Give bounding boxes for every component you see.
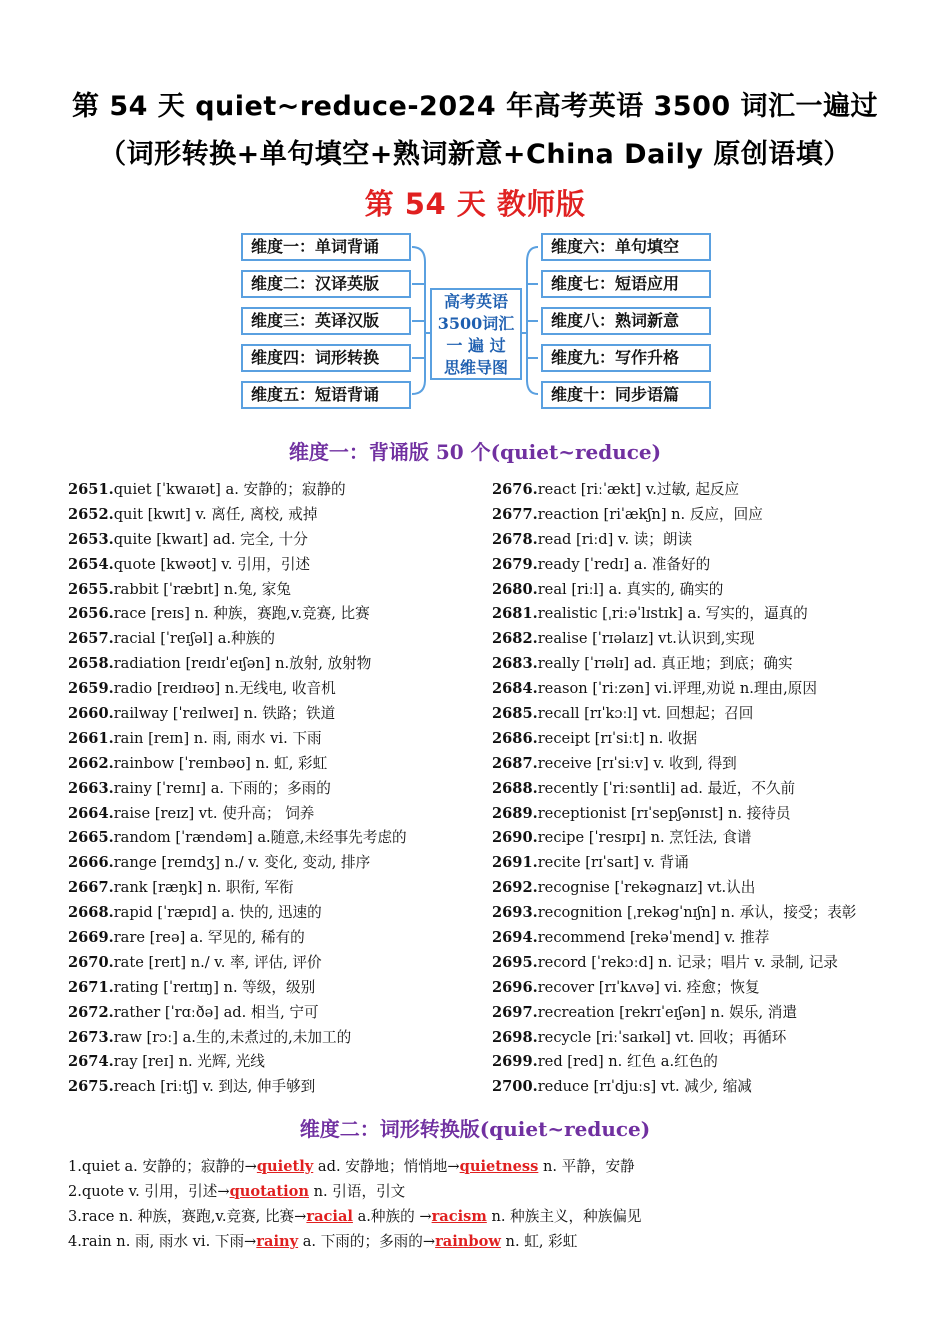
- mindmap-center-line: 3500词汇: [437, 314, 515, 333]
- entry-text: radio [reɪdɪəʊ] n.无线电, 收音机: [113, 680, 336, 698]
- form-text: 4.rain n. 雨, 雨水 vi. 下雨→: [68, 1233, 257, 1250]
- vocab-entry: [492, 727, 856, 752]
- entry-text: railway [ˈreɪlweɪ] n. 铁路；铁道: [113, 705, 336, 723]
- vocab-entry: [492, 802, 856, 827]
- entry-text: ray [reɪ] n. 光辉, 光线: [113, 1053, 265, 1071]
- entry-text: raise [reɪz] vt. 使升高； 饲养: [113, 804, 315, 822]
- entry-number: 2663.: [68, 779, 114, 797]
- vocab-entry: [492, 578, 856, 603]
- entry-text: rating [ˈreɪtɪŋ] n. 等级，级别: [113, 978, 316, 996]
- entry-text: racial [ˈreɪʃəl] a.种族的: [113, 630, 275, 648]
- entry-text: rare [reə] a. 罕见的, 稀有的: [113, 929, 305, 947]
- entry-number: 2655.: [68, 580, 114, 598]
- mindmap-center-line: 高考英语: [443, 292, 508, 311]
- vocab-entry: [492, 1026, 856, 1051]
- vocab-entry: [492, 777, 856, 802]
- entry-text: recall [rɪˈkɔːl] vt. 回想起；召回: [537, 705, 754, 723]
- entry-text: reach [riːtʃ] v. 到达, 伸手够到: [113, 1078, 316, 1096]
- vocab-entry: [492, 926, 856, 951]
- form-text: n. 虹, 彩虹: [500, 1233, 578, 1250]
- entry-number: 2670.: [68, 953, 114, 971]
- vocab-entry: [492, 553, 856, 578]
- mindmap-node-1: 维度一：单词背诵: [241, 233, 411, 261]
- entry-number: 2693.: [492, 904, 538, 922]
- entry-number: 2685.: [492, 705, 538, 723]
- entry-number: 2684.: [492, 680, 538, 698]
- form-text: n. 引语，引文: [308, 1183, 406, 1200]
- entry-text: radiation [reɪdɪˈeɪʃən] n.放射, 放射物: [113, 655, 372, 673]
- vocab-entry: [68, 876, 407, 901]
- vocab-entry: [68, 478, 407, 503]
- entry-number: 2683.: [492, 655, 538, 673]
- vocab-entry: [68, 602, 407, 627]
- form-answer: quietness: [459, 1158, 539, 1175]
- mindmap-center: [430, 288, 522, 380]
- vocab-entry: [68, 578, 407, 603]
- entry-text: recently [ˈriːsəntli] ad. 最近，不久前: [537, 779, 796, 797]
- entry-text: rainy [ˈreɪnɪ] a. 下雨的；多雨的: [113, 779, 331, 797]
- form-answer: racism: [431, 1208, 487, 1225]
- entry-number: 2681.: [492, 605, 538, 623]
- entry-text: recognition [ˌrekəgˈnɪʃn] n. 承认，接受；表彰: [537, 904, 857, 922]
- entry-number: 2698.: [492, 1028, 538, 1046]
- form-answer: quietly: [256, 1158, 314, 1175]
- vocab-entry: [68, 1050, 407, 1075]
- entry-text: quote [kwəʊt] v. 引用，引述: [113, 555, 311, 573]
- entry-number: 2654.: [68, 555, 114, 573]
- mindmap-center-line: 思维导图: [443, 358, 508, 377]
- entry-number: 2686.: [492, 729, 538, 747]
- entry-number: 2672.: [68, 1003, 114, 1021]
- entry-text: rabbit [ˈræbɪt] n.兔, 家兔: [113, 580, 291, 598]
- vocab-entry: [492, 602, 856, 627]
- vocab-entry: [492, 1001, 856, 1026]
- entry-number: 2653.: [68, 530, 114, 548]
- entry-text: recite [rɪˈsaɪt] v. 背诵: [537, 854, 689, 872]
- entry-text: quiet [ˈkwaɪət] a. 安静的；寂静的: [113, 481, 346, 498]
- entry-number: 2689.: [492, 804, 538, 822]
- entry-text: recreation [rekrɪˈeɪʃən] n. 娱乐, 消遣: [537, 1003, 797, 1021]
- vocab-entry: [68, 702, 407, 727]
- entry-text: raw [rɔː] a.生的,未煮过的,未加工的: [113, 1028, 352, 1046]
- vocab-entry: [68, 1026, 407, 1051]
- entry-text: range [reɪndʒ] n./ v. 变化, 变动, 排序: [113, 854, 371, 872]
- entry-text: ready [ˈredɪ] a. 准备好的: [537, 555, 711, 573]
- entry-number: 2673.: [68, 1028, 114, 1046]
- entry-text: react [riːˈækt] v.过敏, 起反应: [537, 481, 740, 498]
- entry-text: realise [ˈrɪəlaɪz] vt.认识到,实现: [537, 630, 755, 648]
- vocab-column-left: [68, 478, 407, 1100]
- entry-number: 2687.: [492, 754, 538, 772]
- entry-number: 2700.: [492, 1078, 538, 1096]
- entry-text: recycle [riːˈsaɪkəl] vt. 回收；再循环: [537, 1028, 787, 1046]
- entry-number: 2696.: [492, 978, 538, 996]
- entry-number: 2692.: [492, 879, 538, 897]
- entry-number: 2668.: [68, 904, 114, 922]
- vocab-entry: [492, 1075, 856, 1100]
- entry-text: reduce [rɪˈdjuːs] vt. 减少, 缩减: [537, 1078, 752, 1096]
- mindmap-center-line: 一 遍 过: [446, 336, 506, 355]
- entry-text: reaction [riˈækʃn] n. 反应，回应: [537, 505, 763, 523]
- form-text: ad. 安静地；悄悄地→: [313, 1158, 460, 1175]
- mindmap-node-5: 维度五：短语背诵: [241, 381, 411, 409]
- vocab-entry: [492, 826, 856, 851]
- vocab-entry: [492, 752, 856, 777]
- mindmap-node-8: 维度八：熟词新意: [541, 307, 711, 335]
- entry-number: 2660.: [68, 705, 114, 723]
- form-text: a. 下雨的；多雨的→: [298, 1233, 436, 1250]
- entry-number: 2657.: [68, 630, 114, 648]
- section-heading-word-forms: 维度二：词形转换版(quiet~reduce): [299, 1117, 651, 1141]
- edition-label: 第 54 天 教师版: [364, 187, 586, 221]
- vocab-column-right: [492, 478, 856, 1100]
- mindmap-node-10: 维度十：同步语篇: [541, 381, 711, 409]
- entry-number: 2661.: [68, 729, 114, 747]
- entry-text: receive [rɪˈsiːv] v. 收到, 得到: [537, 754, 737, 772]
- entry-number: 2678.: [492, 530, 538, 548]
- vocab-entry: [68, 528, 407, 553]
- entry-text: recipe [ˈresɪpɪ] n. 烹饪法, 食谱: [537, 829, 752, 847]
- entry-number: 2688.: [492, 779, 538, 797]
- vocab-entry: [68, 851, 407, 876]
- entry-text: read [riːd] v. 读；朗读: [537, 530, 693, 548]
- page-title: 第 54 天 quiet~reduce-2024 年高考英语 3500 词汇一遍过: [71, 91, 879, 122]
- mindmap-node-2: 维度二：汉译英版: [241, 270, 411, 298]
- mindmap-node-7: 维度七：短语应用: [541, 270, 711, 298]
- entry-number: 2666.: [68, 854, 114, 872]
- vocab-entry: [68, 752, 407, 777]
- vocab-entry: [68, 652, 407, 677]
- vocab-entry: [492, 1050, 856, 1075]
- page-subtitle: （词形转换+单句填空+熟词新意+China Daily 原创语填）: [99, 139, 851, 170]
- entry-number: 2665.: [68, 829, 114, 847]
- entry-number: 2699.: [492, 1053, 538, 1071]
- form-text: 2.quote v. 引用，引述→: [68, 1183, 230, 1200]
- vocab-entry: [68, 553, 407, 578]
- entry-text: rate [reɪt] n./ v. 率, 评估, 评价: [113, 953, 322, 971]
- entry-number: 2671.: [68, 978, 114, 996]
- vocab-entry: [492, 627, 856, 652]
- vocab-entry: [492, 851, 856, 876]
- vocab-entry: [492, 503, 856, 528]
- entry-number: 2667.: [68, 879, 114, 897]
- form-text: n. 平静，安静: [538, 1158, 635, 1175]
- vocab-entry: [68, 976, 407, 1001]
- entry-number: 2664.: [68, 804, 114, 822]
- vocab-entry: [492, 951, 856, 976]
- entry-text: record [ˈrekɔːd] n. 记录；唱片 v. 录制, 记录: [537, 953, 838, 971]
- form-answer: quotation: [229, 1183, 309, 1200]
- form-answer: racial: [306, 1208, 353, 1225]
- entry-number: 2677.: [492, 505, 538, 523]
- entry-number: 2675.: [68, 1078, 114, 1096]
- vocab-entry: [492, 976, 856, 1001]
- form-text: n. 种族主义，种族偏见: [486, 1208, 642, 1225]
- section-heading-recite: 维度一：背诵版 50 个(quiet~reduce): [288, 440, 662, 464]
- entry-number: 2682.: [492, 630, 538, 648]
- entry-text: recognise [ˈrekəgnaɪz] vt.认出: [537, 879, 756, 897]
- mindmap-node-3: 维度三：英译汉版: [241, 307, 411, 335]
- entry-text: rank [ræŋk] n. 职衔, 军衔: [113, 879, 294, 897]
- form-answer: rainy: [256, 1233, 299, 1250]
- mindmap-node-9: 维度九：写作升格: [541, 344, 711, 372]
- vocab-entry: [492, 677, 856, 702]
- entry-text: red [red] n. 红色 a.红色的: [537, 1053, 718, 1071]
- entry-number: 2697.: [492, 1003, 538, 1021]
- form-text: 1.quiet a. 安静的；寂静的→: [68, 1158, 257, 1175]
- entry-text: quit [kwɪt] v. 离任, 离校, 戒掉: [113, 505, 318, 523]
- entry-number: 2669.: [68, 929, 114, 947]
- vocab-entry: [68, 1075, 407, 1100]
- entry-text: receptionist [rɪˈsepʃənɪst] n. 接待员: [537, 804, 791, 822]
- entry-text: quite [kwaɪt] ad. 完全, 十分: [113, 530, 308, 548]
- mindmap-node-6: 维度六：单句填空: [541, 233, 711, 261]
- entry-text: rainbow [ˈreɪnbəʊ] n. 虹, 彩虹: [113, 754, 328, 772]
- entry-number: 2674.: [68, 1053, 114, 1071]
- vocab-entry: [68, 1001, 407, 1026]
- vocab-entry: [68, 727, 407, 752]
- entry-text: rather [ˈrɑːðə] ad. 相当, 宁可: [113, 1003, 319, 1021]
- entry-text: really [ˈrɪəlɪ] ad. 真正地；到底；确实: [537, 655, 793, 673]
- entry-number: 2652.: [68, 505, 114, 523]
- entry-number: 2691.: [492, 854, 538, 872]
- vocab-entry: [68, 926, 407, 951]
- entry-number: 2694.: [492, 929, 538, 947]
- vocab-entry: [68, 627, 407, 652]
- entry-text: rapid [ˈræpɪd] a. 快的, 迅速的: [113, 904, 322, 922]
- vocab-entry: [492, 876, 856, 901]
- entry-number: 2656.: [68, 605, 114, 623]
- vocab-entry: [68, 951, 407, 976]
- entry-text: receipt [rɪˈsiːt] n. 收据: [537, 729, 698, 747]
- vocab-entry: [492, 702, 856, 727]
- form-text: 3.race n. 种族，赛跑,v.竞赛, 比赛→: [68, 1208, 307, 1225]
- vocab-entry: [68, 503, 407, 528]
- vocab-entry: [68, 802, 407, 827]
- form-text: a.种族的 →: [352, 1208, 432, 1225]
- vocab-entry: [492, 652, 856, 677]
- entry-text: random [ˈrændəm] a.随意,未经事先考虑的: [113, 829, 407, 847]
- vocab-entry: [68, 777, 407, 802]
- entry-number: 2658.: [68, 655, 114, 673]
- word-form-row: [68, 1179, 642, 1204]
- entry-number: 2690.: [492, 829, 538, 847]
- entry-number: 2679.: [492, 555, 538, 573]
- entry-number: 2680.: [492, 580, 538, 598]
- entry-text: race [reɪs] n. 种族，赛跑,v.竞赛, 比赛: [113, 605, 370, 623]
- word-form-row: [68, 1204, 642, 1229]
- entry-text: reason [ˈriːzən] vi.评理,劝说 n.理由,原因: [537, 680, 817, 698]
- entry-text: recover [rɪˈkʌvə] vi. 痊愈；恢复: [537, 978, 760, 996]
- entry-number: 2695.: [492, 953, 538, 971]
- word-forms-list: [68, 1154, 642, 1254]
- vocab-entry: [492, 478, 856, 503]
- entry-number: 2662.: [68, 754, 114, 772]
- vocab-entry: [68, 901, 407, 926]
- entry-text: rain [reɪn] n. 雨, 雨水 vi. 下雨: [113, 729, 322, 747]
- vocab-entry: [68, 826, 407, 851]
- mindmap-node-4: 维度四：词形转换: [241, 344, 411, 372]
- entry-number: 2676.: [492, 481, 538, 498]
- entry-text: real [riːl] a. 真实的, 确实的: [537, 580, 724, 598]
- word-form-row: [68, 1154, 642, 1179]
- vocab-entry: [492, 528, 856, 553]
- form-answer: rainbow: [435, 1233, 501, 1250]
- entry-text: recommend [rekəˈmend] v. 推荐: [537, 929, 770, 947]
- entry-number: 2659.: [68, 680, 114, 698]
- entry-text: realistic [ˌriːəˈlɪstɪk] a. 写实的，逼真的: [537, 605, 808, 623]
- vocab-entry: [492, 901, 856, 926]
- vocab-entry: [68, 677, 407, 702]
- word-form-row: [68, 1229, 642, 1254]
- entry-number: 2651.: [68, 481, 114, 498]
